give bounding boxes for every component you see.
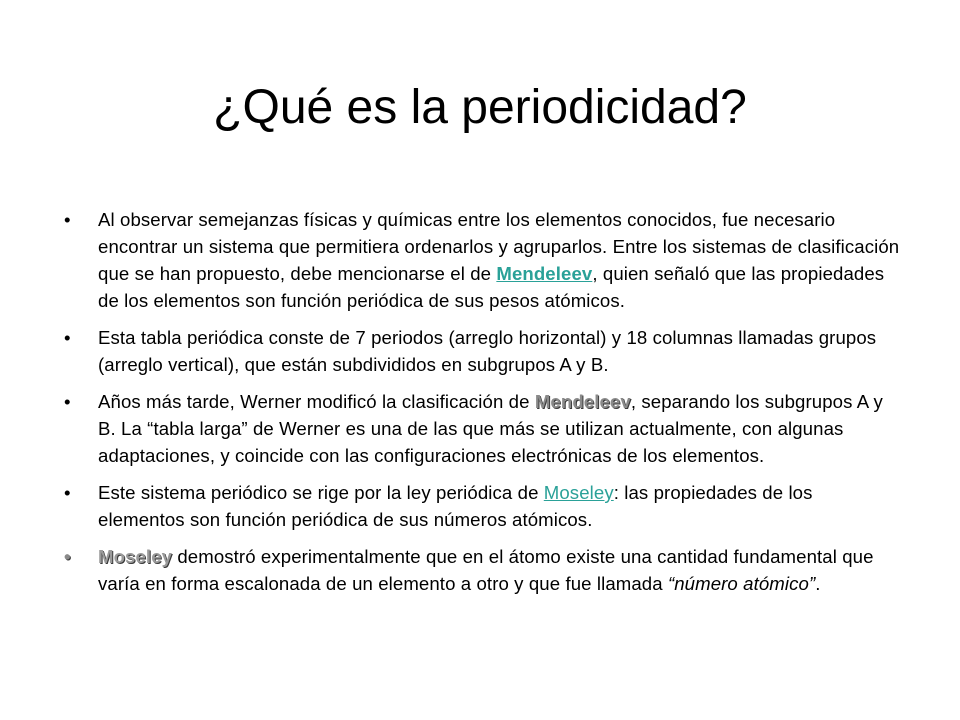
bullet-item-5: [64, 543, 904, 597]
bullet-text: .: [815, 573, 821, 594]
bullet-item-2: [64, 324, 904, 378]
bullet-list: [64, 206, 904, 607]
bullet-text: Esta tabla periódica conste de 7 periodos (arreglo horizontal) y 18 columnas llamadas grupos (arreglo vertical), que están subdivididos en subgrupos A y B.: [98, 327, 877, 375]
bullet-icon: •: [64, 391, 71, 412]
bullet-icon: •: [64, 546, 71, 567]
bullet-text: Años más tarde, Werner modificó la clasificación de: [98, 391, 535, 412]
bullet-icon: •: [64, 209, 71, 230]
bullet-text: Al observar semejanzas físicas y químicas entre los elementos conocidos, fue necesario encontrar un sistema que permitiera ordenarlos y agruparlos. Entre los sistemas de clasificación que se han propuesto, debe mencionarse el de: [98, 209, 900, 284]
bullet-icon: •: [64, 327, 71, 348]
mendeleev-shadowed-text: Mendeleev: [534, 391, 631, 412]
bullet-text: Este sistema periódico se rige por la ley periódica de: [98, 482, 544, 503]
bullet-text: demostró experimentalmente que en el átomo existe una cantidad fundamental que varía en forma escalonada de un elemento a otro y que fue llamada: [98, 546, 874, 594]
bullet-icon: •: [64, 482, 71, 503]
bullet-text: , separando los subgrupos A y B. La “tabla larga” de Werner es una de las que más se utilizan actualmente, con algunas adaptaciones, y coincide con las configuraciones electrónicas de los elementos.: [98, 391, 883, 466]
bullet-item-1: [64, 206, 904, 314]
bullet-text: , quien señaló que las propiedades de los elementos son función periódica de sus pesos atómicos.: [98, 263, 885, 311]
moseley-shadowed-text: Moseley: [98, 546, 173, 567]
bullet-item-3: [64, 388, 904, 469]
moseley-link[interactable]: Moseley: [543, 482, 614, 503]
bullet-item-4: [64, 479, 904, 533]
bullet-text: : las propiedades de los elementos son función periódica de sus números atómicos.: [98, 482, 813, 530]
slide-title: ¿Qué es la periodicidad?: [213, 81, 747, 134]
emphasis-text: “número atómico”: [667, 573, 816, 594]
mendeleev-link[interactable]: Mendeleev: [496, 263, 593, 284]
